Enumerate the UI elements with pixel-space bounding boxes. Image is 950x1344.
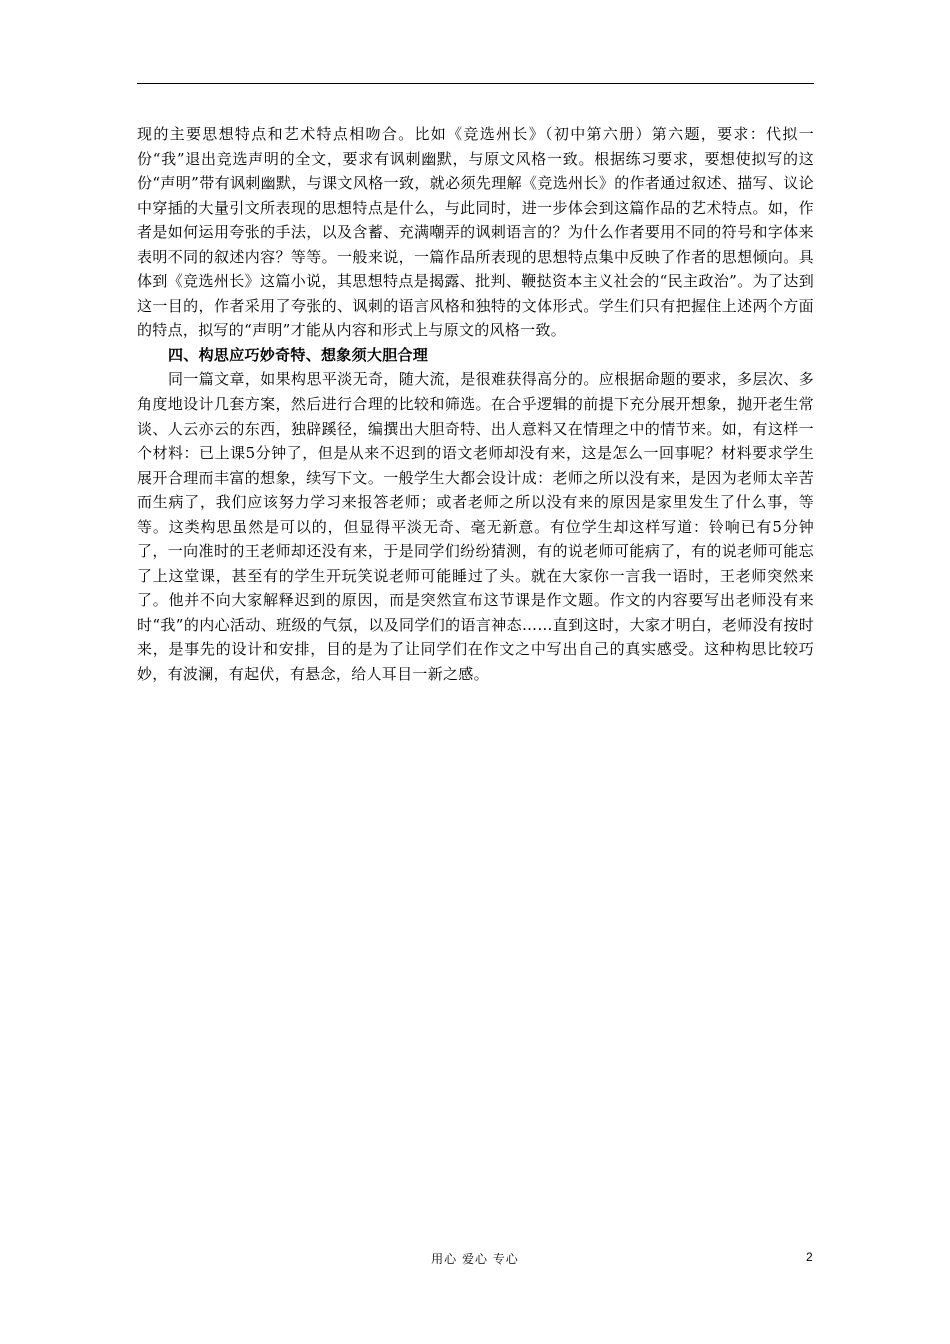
header-rule	[137, 83, 814, 84]
paragraph-continuation: 现的主要思想特点和艺术特点相吻合。比如《竞选州长》（初中第六册）第六题，要求：代拟一份“我”退出竞选声明的全文，要求有讽刺幽默，与原文风格一致。根据练习要求，要想使拟写的这份“声明”带有讽刺幽默，与课文风格一致，就必须先理解《竞选州长》的作者通过叙述、描写、议论中穿插的大量引文所表现的思想特点是什么，与此同时，进一步体会到这篇作品的艺术特点。如，作者是如何运用夸张的手法，以及含蓄、充满嘲弄的讽刺语言的？为什么作者要用不同的符号和字体来表明不同的叙述内容？等等。一般来说，一篇作品所表现的思想特点集中反映了作者的思想倾向。具体到《竞选州长》这篇小说，其思想特点是揭露、批判、鞭挞资本主义社会的“民主政治”。为了达到这一目的，作者采用了夸张的、讽刺的语言风格和独特的文体形式。学生们只有把握住上述两个方面的特点，拟写的“声明”才能从内容和形式上与原文的风格一致。	[137, 125, 814, 340]
section-heading: 四、构思应巧妙奇特、想象须大胆合理	[168, 345, 429, 364]
paragraph-body: 同一篇文章，如果构思平淡无奇，随大流，是很难获得高分的。应根据命题的要求，多层次、多角度地设计几套方案，然后进行合理的比较和筛选。在合乎逻辑的前提下充分展开想象，抛开老生常谈、人云亦云的东西，独辟蹊径，编撰出大胆奇特、出人意料又在情理之中的情节来。如，有这样一个材料：已上课5分钟了，但是从来不迟到的语文老师却没有来，这是怎么一回事呢？材料要求学生展开合理而丰富的想象，续写下文。一般学生大都会设计成：老师之所以没有来，是因为老师太辛苦而生病了，我们应该努力学习来报答老师；或者老师之所以没有来的原因是家里发生了什么事，等等。这类构思虽然是可以的，但显得平淡无奇、毫无新意。有位学生却这样写道：铃响已有5分钟了，一向准时的王老师却还没有来，于是同学们纷纷猜测，有的说老师可能病了，有的说老师可能忘了上这堂课，甚至有的学生开玩笑说老师可能睡过了头。就在大家你一言我一语时，王老师突然来了。他并不向大家解释迟到的原因，而是突然宣布这节课是作文题。作文的内容要写出老师没有来时“我”的内心活动、班级的气氛，以及同学们的语言神态……直到这时，大家才明白，老师没有按时来，是事先的设计和安排，目的是为了让同学们在作文之中写出自己的真实感受。这种构思比较巧妙，有波澜，有起伏，有悬念，给人耳目一新之感。	[137, 370, 814, 684]
page-number: 2	[806, 1250, 813, 1264]
document-body	[137, 122, 814, 687]
footer-slogan: 用心 爱心 专心	[431, 1252, 519, 1266]
